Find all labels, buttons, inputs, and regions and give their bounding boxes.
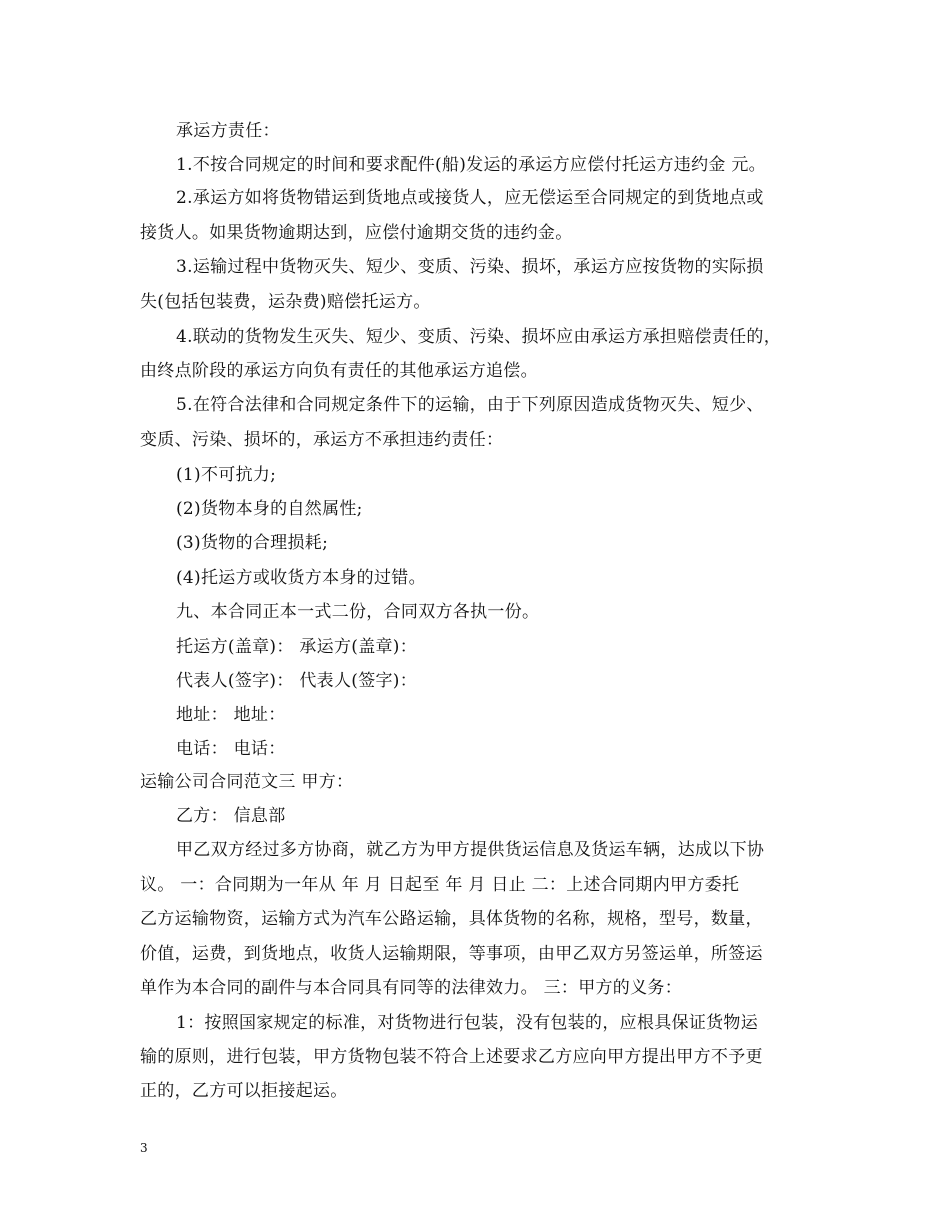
text-line: 代表人(签字)： 代表人(签字)： <box>176 671 418 691</box>
text-line: 承运方责任： <box>176 121 280 141</box>
text-line: 变质、污染、损坏的，承运方不承担违约责任： <box>140 430 504 450</box>
text-line: (3)货物的合理损耗; <box>176 533 329 553</box>
page-number: 3 <box>140 1141 148 1155</box>
text-line: 5.在符合法律和合同规定条件下的运输，由于下列原因造成货物灭失、短少、 <box>176 395 764 415</box>
text-line: 正的，乙方可以拒接起运。 <box>140 1081 348 1101</box>
text-line: 电话： 电话： <box>176 739 286 759</box>
text-line: 托运方(盖章)： 承运方(盖章)： <box>176 637 418 657</box>
text-line: 1：按照国家规定的标准，对货物进行包装，没有包装的，应根具保证货物运 <box>176 1013 759 1033</box>
text-line: 4.联动的货物发生灭失、短少、变质、污染、损坏应由承运方承担赔偿责任的， <box>176 327 782 347</box>
text-line: 由终点阶段的承运方向负有责任的其他承运方追偿。 <box>140 361 538 381</box>
text-line: 乙方： 信息部 <box>176 806 286 826</box>
text-line: 失(包括包装费，运杂费)赔偿托运方。 <box>140 292 431 312</box>
text-line: 地址： 地址： <box>176 705 286 725</box>
text-line: 输的原则，进行包装，甲方货物包装不符合上述要求乙方应向甲方提出甲方不予更 <box>140 1047 763 1067</box>
text-line: 接货人。如果货物逾期达到，应偿付逾期交货的违约金。 <box>140 223 573 243</box>
text-line: 单作为本合同的副件与本合同具有同等的法律效力。 三：甲方的义务： <box>140 978 683 998</box>
text-line: (1)不可抗力; <box>176 465 277 485</box>
text-line: 九、本合同正本一式二份，合同双方各执一份。 <box>176 602 540 622</box>
text-line: 3.运输过程中货物灭失、短少、变质、污染、损坏，承运方应按货物的实际损 <box>176 257 764 277</box>
text-line: 乙方运输物资，运输方式为汽车公路运输，具体货物的名称，规格，型号，数量， <box>140 909 763 929</box>
text-line: (2)货物本身的自然属性; <box>176 499 363 519</box>
text-line: 2.承运方如将货物错运到货地点或接货人，应无偿运至合同规定的到货地点或 <box>176 188 764 208</box>
text-line: (4)托运方或收货方本身的过错。 <box>176 568 426 588</box>
text-line: 议。 一：合同期为一年从 年 月 日起至 年 月 日止 二：上述合同期内甲方委托 <box>140 875 740 895</box>
text-line: 甲乙双方经过多方协商，就乙方为甲方提供货运信息及货运车辆，达成以下协 <box>176 840 765 860</box>
text-line: 1.不按合同规定的时间和要求配件(船)发运的承运方应偿付托运方违约金 元。 <box>176 155 766 175</box>
text-line: 价值，运费，到货地点，收货人运输期限，等事项，由甲乙双方另签运单，所签运 <box>140 944 763 964</box>
text-line: 运输公司合同范文三 甲方： <box>140 772 354 792</box>
